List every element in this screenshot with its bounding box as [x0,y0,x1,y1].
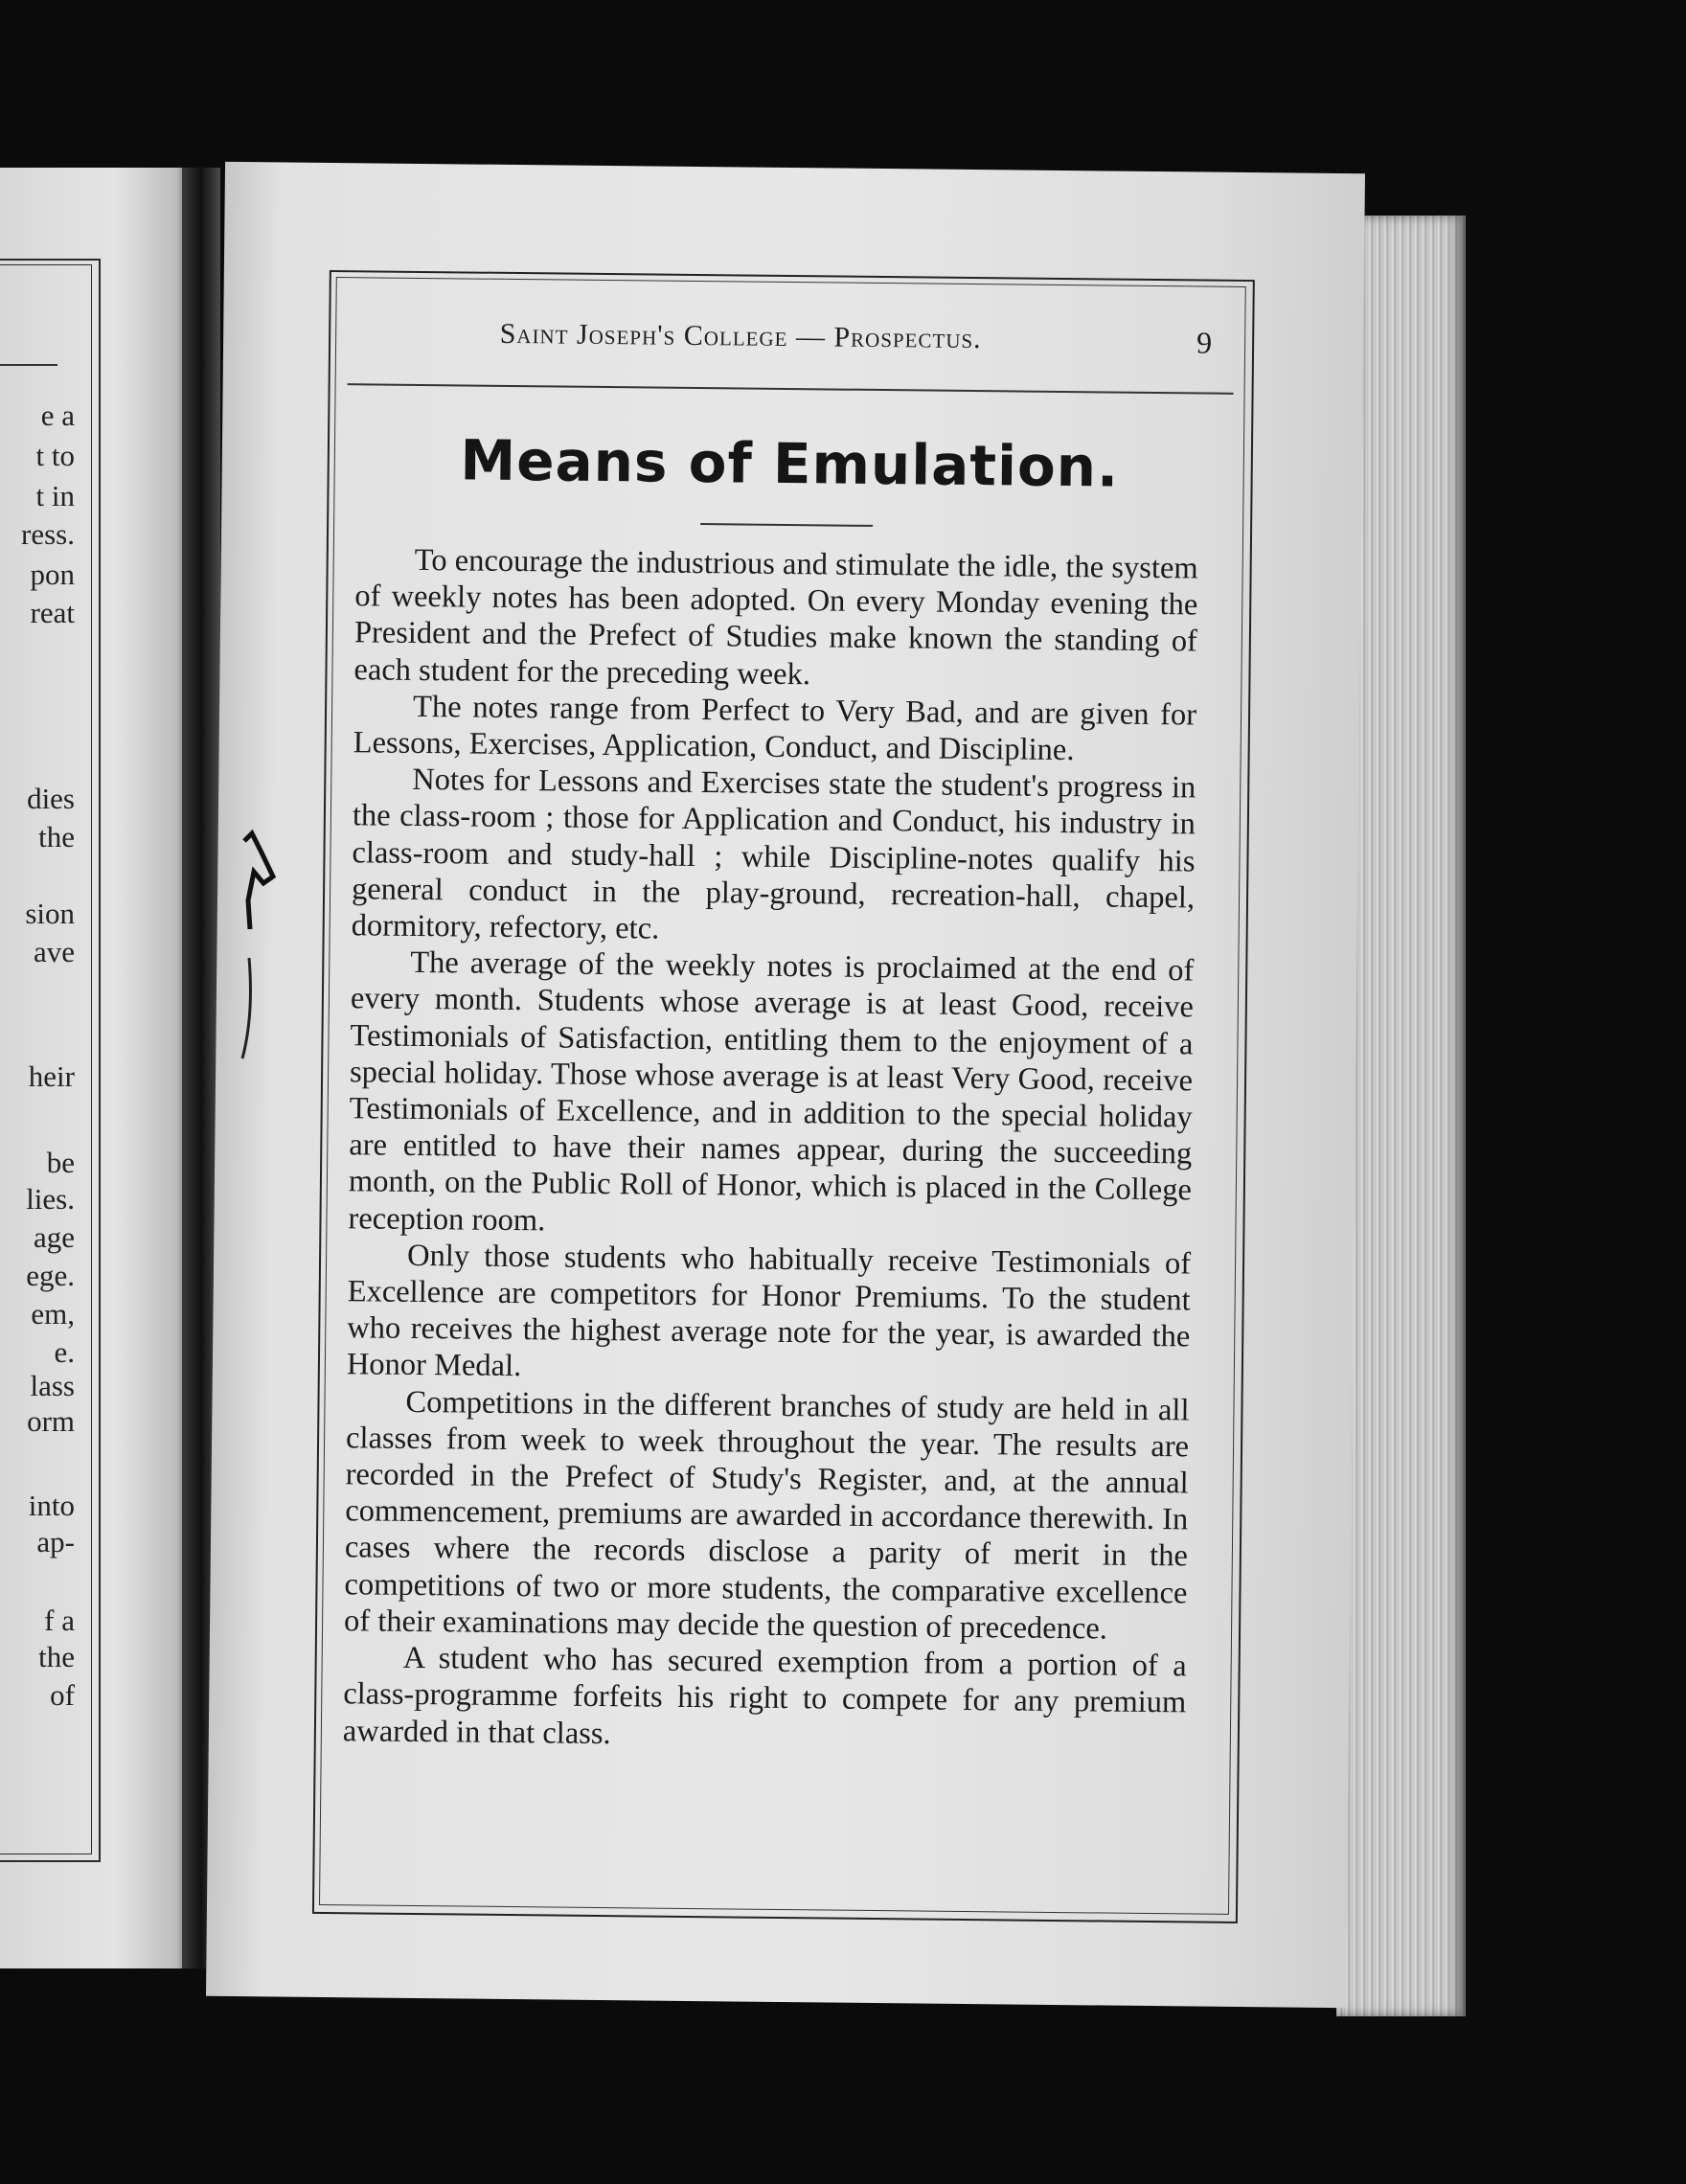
previous-page-line: sion [25,897,75,930]
previous-page [0,168,192,1968]
previous-page-line: pon [30,557,75,591]
previous-page-line: heir [28,1059,75,1093]
running-head-title: Saint Joseph's College — Prospectus. [499,317,982,355]
previous-page-line: of [50,1678,75,1712]
paragraph: A student who has secured exemption from a portion of a class-programme forfeits his right to compete for any premium awarded in that class. [342,1640,1187,1751]
paragraph: The notes range from Perfect to Very Bad, and are given for Lessons, Exercises, Application, Conduct, and Discipline. [353,689,1197,768]
paragraph: Only those students who habitually receive Testimonials of Excellence are competitors for Honor Premiums. To the student who receives the highest average note for the year, is awarded the Honor Medal. [346,1238,1192,1384]
previous-page-line: into [28,1489,75,1522]
page-number: 9 [1196,325,1213,360]
previous-page-line: e a [40,398,75,432]
previous-page-line: t in [35,479,75,512]
previous-page-line: lies. [26,1182,75,1216]
previous-page-line: em, [31,1297,75,1331]
margin-ink-marks [225,824,302,1063]
previous-page-line: dies [27,782,75,815]
paragraph: Notes for Lessons and Exercises state the student's progress in the class-room ; those for Application and Conduct, his industry in class-room and study-hall ; while Discipline-notes qualify his general conduct in the play-ground, recreation-hall, chapel, dormitory, refectory, etc. [351,762,1196,946]
body-text [343,541,1198,1758]
previous-page-head-rule [0,364,57,366]
previous-page-line: lass [30,1369,75,1402]
previous-page-line: t to [35,439,75,472]
previous-page-line: orm [27,1404,75,1438]
previous-page-line: age [33,1220,75,1254]
previous-page-line: be [46,1146,75,1179]
paragraph: The average of the weekly notes is proclaimed at the end of every month. Students whose average is at least Good, receive Testimonials of Satisfaction, entitling them to the enjoyment of a special holiday. Those whose average is at least Very Good, receive Testimonials of Excellence, and in addition to the special holiday are entitled to have their names appear, during the succeeding month, on the Public Roll of Honor, which is placed in the College reception room. [348,945,1195,1239]
previous-page-line: ap- [36,1525,75,1558]
previous-page-line: the [38,820,75,853]
paragraph: Competitions in the different branches of study are held in all classes from week to week throughout the year. The results are recorded in the Prefect of Study's Register, and, at the annual commencement, premiums are awarded in accordance therewith. In cases where the records disclose a parity of merit in the competitions of two or more students, the comparative excellence of their examinations may decide the question of precedence. [343,1384,1190,1647]
paragraph: To encourage the industrious and stimulate the idle, the system of weekly notes has been adopted. On every Monday evening the President and the Prefect of Studies make known the standing of each student for the preceding week. [353,542,1198,692]
previous-page-line: f a [44,1604,75,1637]
previous-page-line: e. [54,1335,75,1369]
chapter-title: Means of Emulation. [460,427,1120,500]
book-page [206,162,1365,2008]
previous-page-line: the [38,1640,75,1673]
previous-page-line: ege. [26,1259,75,1292]
previous-page-line: ress. [21,517,75,551]
running-head [357,316,1219,373]
previous-page-line: ave [33,935,75,968]
previous-page-line: reat [30,596,75,629]
